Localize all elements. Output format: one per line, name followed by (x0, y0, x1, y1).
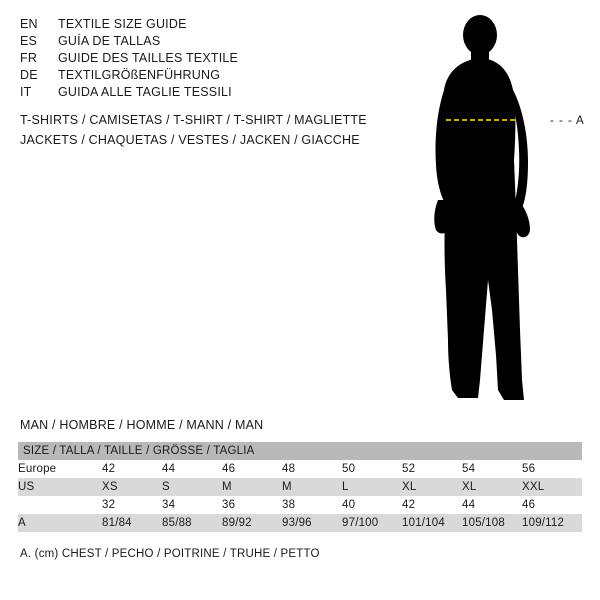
cell-value: 93/96 (282, 517, 312, 529)
measure-label-a (550, 115, 584, 127)
cell-value: XS (102, 481, 118, 493)
table-title: MAN / HOMBRE / HOMME / MANN / MAN (20, 418, 264, 432)
category-tshirts: T-SHIRTS / CAMISETAS / T-SHIRT / T-SHIRT / MAGLIETTE (20, 113, 367, 127)
language-title: TEXTILE SIZE GUIDE (58, 17, 187, 31)
language-code: ES (20, 34, 38, 48)
measure-letter: A (575, 115, 585, 127)
table-header-row (18, 442, 582, 460)
cell-value: 46 (522, 499, 536, 511)
language-code: DE (20, 68, 38, 82)
cell-value: M (282, 481, 292, 493)
cell-value: 105/108 (462, 517, 505, 529)
cell-value: 44 (162, 463, 176, 475)
cell-value: 101/104 (402, 517, 445, 529)
cell-value: 81/84 (102, 517, 132, 529)
language-title-list (20, 16, 380, 101)
cell-value: 56 (522, 463, 536, 475)
language-title: GUIDE DES TAILLES TEXTILE (58, 51, 239, 65)
cell-value: 32 (102, 499, 116, 511)
cell-value: 36 (222, 499, 236, 511)
cell-value: 52 (402, 463, 416, 475)
row-label: Europe (18, 463, 57, 475)
language-title: TEXTILGRÖßENFÜHRUNG (58, 68, 221, 82)
male-silhouette-figure (400, 10, 600, 410)
footnote: A. (cm) CHEST / PECHO / POITRINE / TRUHE / PETTO (20, 548, 320, 560)
cell-value: XL (402, 481, 417, 493)
language-row (20, 84, 380, 101)
language-row (20, 33, 380, 50)
cell-value: XL (462, 481, 477, 493)
cell-value: XXL (522, 481, 545, 493)
language-row (20, 16, 380, 33)
language-row (20, 50, 380, 67)
language-row (20, 67, 380, 84)
table-header-label: SIZE / TALLA / TAILLE / GRÖSSE / TAGLIA (23, 445, 255, 457)
cell-value: 89/92 (222, 517, 252, 529)
table-row (18, 496, 582, 514)
cell-value: 42 (402, 499, 416, 511)
cell-value: 46 (222, 463, 236, 475)
row-label: A (18, 517, 26, 529)
measure-leader: - - - (550, 115, 573, 127)
language-code: EN (20, 17, 38, 31)
cell-value: 34 (162, 499, 176, 511)
cell-value: 40 (342, 499, 356, 511)
cell-value: 109/112 (522, 517, 565, 529)
silhouette-icon (400, 10, 600, 410)
cell-value: 38 (282, 499, 296, 511)
garment-category-list (20, 110, 420, 150)
cell-value: 42 (102, 463, 116, 475)
cell-value: 50 (342, 463, 356, 475)
language-title: GUIDA ALLE TAGLIE TESSILI (58, 85, 232, 99)
table-row (18, 514, 582, 532)
cell-value: 44 (462, 499, 476, 511)
language-code: FR (20, 51, 38, 65)
language-code: IT (20, 85, 32, 99)
row-label: US (18, 481, 35, 493)
cell-value: 97/100 (342, 517, 379, 529)
cell-value: 48 (282, 463, 296, 475)
language-title: GUÍA DE TALLAS (58, 34, 161, 48)
row-label (18, 496, 102, 514)
size-table (18, 442, 582, 532)
table-row (18, 478, 582, 496)
cell-value: S (162, 481, 170, 493)
table-row (18, 460, 582, 478)
cell-value: 54 (462, 463, 476, 475)
category-jackets: JACKETS / CHAQUETAS / VESTES / JACKEN / GIACCHE (20, 133, 360, 147)
cell-value: M (222, 481, 232, 493)
cell-value: L (342, 481, 349, 493)
cell-value: 85/88 (162, 517, 192, 529)
